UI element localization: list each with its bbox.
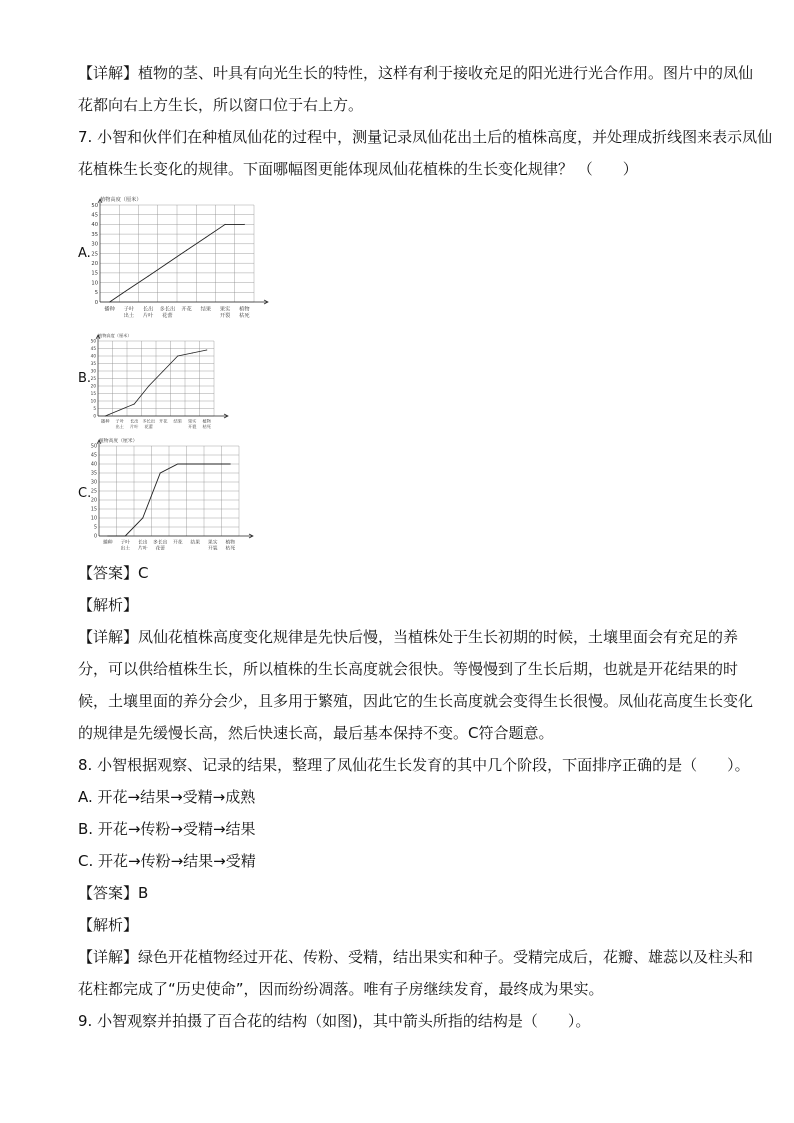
y-tick-label: 45: [91, 212, 98, 219]
x-tick-label: 多长出: [142, 418, 156, 424]
x-tick-label: 开花: [159, 418, 168, 424]
x-tick-label: 花蕾: [155, 546, 166, 552]
option-c: C. 开花→传粉→结果→受精: [78, 852, 256, 870]
y-tick-label: 25: [90, 375, 96, 381]
y-tick-label: 45: [90, 345, 96, 351]
data-point: [109, 302, 110, 303]
y-tick-label: 0: [93, 413, 96, 419]
x-tick-label: 果实: [207, 540, 218, 546]
y-tick-label: 50: [90, 444, 97, 450]
y-axis-label: 植物高度（厘米）: [100, 197, 142, 203]
y-tick-label: 35: [91, 231, 98, 238]
x-tick-label: 植物: [225, 540, 236, 546]
x-tick-label: 子叶: [115, 418, 124, 424]
data-point: [244, 224, 245, 225]
y-tick-label: 35: [90, 471, 97, 477]
x-tick-label: 多长出: [153, 540, 168, 546]
x-tick-label: 开裂: [207, 546, 218, 552]
data-point: [230, 464, 231, 465]
y-tick-label: 0: [93, 534, 97, 540]
x-tick-label: 花蕾: [144, 423, 153, 429]
data-point: [205, 237, 206, 238]
x-tick-label: 果实: [188, 418, 197, 424]
x-tick-label: 果实: [219, 306, 231, 313]
y-tick-label: 30: [90, 368, 96, 374]
text-line: 7. 小智和伙伴们在种植凤仙花的过程中，测量记录凤仙花出土后的植株高度，并处理成折线图来表示凤仙: [78, 128, 773, 146]
y-tick-label: 5: [94, 290, 98, 297]
data-point: [148, 276, 149, 277]
x-tick-label: 开花: [181, 306, 192, 313]
text-line: 候，土壤里面的养分会少，且多用于繁殖，因此它的生长高度就会变得生长很慢。凤仙花高度生长变化: [78, 692, 754, 710]
data-point: [119, 410, 120, 411]
x-tick-label: 长出: [137, 540, 148, 546]
option-a: A. 开花→结果→受精→成熟: [78, 788, 256, 806]
x-tick-label: 播种: [101, 418, 110, 424]
data-point: [160, 473, 161, 474]
data-point: [192, 353, 193, 354]
x-tick-label: 开花: [172, 540, 183, 546]
data-point: [206, 350, 207, 351]
y-tick-label: 20: [91, 261, 98, 268]
y-tick-label: 0: [94, 299, 98, 306]
x-tick-label: 结果: [200, 306, 212, 313]
x-tick-label: 播种: [102, 540, 113, 546]
data-point: [212, 464, 213, 465]
x-tick-label: 植物: [239, 306, 250, 313]
x-tick-label: 枯死: [202, 423, 211, 429]
data-point: [142, 518, 143, 519]
x-tick-label: 出土: [123, 312, 135, 319]
y-tick-label: 35: [90, 360, 96, 366]
text-line: 花都向右上方生长，所以窗口位于右上方。: [78, 96, 364, 114]
data-point: [167, 263, 168, 264]
x-tick-label: 枯死: [239, 312, 250, 319]
y-tick-label: 5: [93, 405, 96, 411]
y-tick-label: 20: [90, 498, 97, 504]
text-line: 【详解】绿色开花植物经过开花、传粉、受精，结出果实和种子。受精完成后，花瓣、雄蕊以及柱头和: [78, 948, 754, 966]
y-tick-label: 15: [90, 507, 97, 513]
x-tick-label: 结果: [173, 418, 182, 424]
x-tick-label: 多长出: [159, 306, 176, 313]
y-axis-label: 植物高度（厘米）: [98, 333, 132, 338]
x-tick-label: 长出: [142, 306, 154, 313]
x-tick-label: 枯死: [225, 546, 236, 552]
y-tick-label: 40: [91, 222, 98, 229]
x-tick-label: 长出: [130, 418, 139, 424]
data-point: [125, 536, 126, 537]
y-tick-label: 15: [91, 270, 98, 277]
data-point: [134, 404, 135, 405]
x-tick-label: 播种: [104, 306, 115, 313]
option-b: B. 开花→传粉→受精→结果: [78, 820, 256, 838]
text-line: 的规律是先缓慢长高，然后快速长高，最后基本保持不变。C符合题意。: [78, 724, 554, 742]
answer-7: 【答案】C: [78, 564, 149, 582]
text-line: 【详解】凤仙花植株高度变化规律是先快后慢，当植株处于生长初期的时候，土壤里面会有充足的养: [78, 628, 739, 646]
y-tick-label: 25: [91, 251, 98, 258]
y-tick-label: 30: [90, 480, 97, 486]
chart-option-b: [84, 328, 240, 432]
data-point: [177, 464, 178, 465]
analysis-label-8: 【解析】: [78, 916, 139, 934]
x-tick-label: 开裂: [188, 423, 197, 429]
y-tick-label: 10: [90, 516, 97, 522]
data-point: [225, 224, 226, 225]
y-tick-label: 40: [90, 353, 96, 359]
x-tick-label: 出土: [115, 423, 124, 429]
question-8: 8. 小智根据观察、记录的结果，整理了凤仙花生长发育的其中几个阶段，下面排序正确的是（ ）。: [78, 756, 750, 774]
x-tick-label: 子叶: [120, 540, 131, 546]
question-9: 9. 小智观察并拍摄了百合花的结构（如图)，其中箭头所指的结构是（ ）。: [78, 1012, 591, 1030]
y-tick-label: 25: [90, 489, 97, 495]
y-tick-label: 10: [91, 280, 98, 287]
x-tick-label: 花蕾: [162, 312, 173, 319]
y-tick-label: 10: [90, 398, 96, 404]
x-tick-label: 片叶: [142, 312, 154, 319]
data-point: [163, 371, 164, 372]
x-tick-label: 片叶: [130, 423, 139, 429]
chart-option-a: [84, 192, 280, 322]
y-tick-label: 40: [90, 462, 97, 468]
y-axis-label: 植物高度（厘米）: [99, 439, 138, 444]
text-line: 分，可以供给植株生长，所以植株的生长高度就会很快。等慢慢到了生长后期，也就是开花结果的时: [78, 660, 739, 678]
text-line: 花柱都完成了“历史使命”，因而纷纷凋落。唯有子房继续发育，最终成为果实。: [78, 980, 604, 998]
data-point: [128, 289, 129, 290]
x-tick-label: 植物: [202, 418, 211, 424]
x-tick-label: 出土: [120, 546, 131, 552]
data-point: [177, 356, 178, 357]
x-tick-label: 结果: [190, 540, 201, 546]
x-tick-label: 子叶: [123, 306, 135, 313]
x-tick-label: 片叶: [137, 546, 148, 552]
y-tick-label: 15: [90, 390, 96, 396]
y-tick-label: 20: [90, 383, 96, 389]
data-point: [195, 464, 196, 465]
answer-8: 【答案】B: [78, 884, 149, 902]
data-point: [148, 386, 149, 387]
y-tick-label: 45: [90, 453, 97, 459]
analysis-label-7: 【解析】: [78, 596, 139, 614]
option-label-a: A.: [78, 246, 91, 261]
y-tick-label: 50: [91, 202, 98, 209]
y-tick-label: 50: [90, 338, 96, 344]
text-line: 【详解】植物的茎、叶具有向光生长的特性，这样有利于接收充足的阳光进行光合作用。图片中的凤仙: [78, 64, 754, 82]
data-point: [107, 536, 108, 537]
y-tick-label: 5: [93, 525, 97, 531]
x-tick-label: 开裂: [219, 312, 231, 319]
y-tick-label: 30: [91, 241, 98, 248]
text-line: 花植株生长变化的规律。下面哪幅图更能体现凤仙花植株的生长变化规律？ （ ）: [78, 160, 638, 178]
data-point: [105, 416, 106, 417]
option-label-b: B.: [78, 371, 92, 386]
chart-option-c: [84, 433, 262, 555]
data-point: [186, 250, 187, 251]
option-label-c: C.: [78, 486, 92, 501]
